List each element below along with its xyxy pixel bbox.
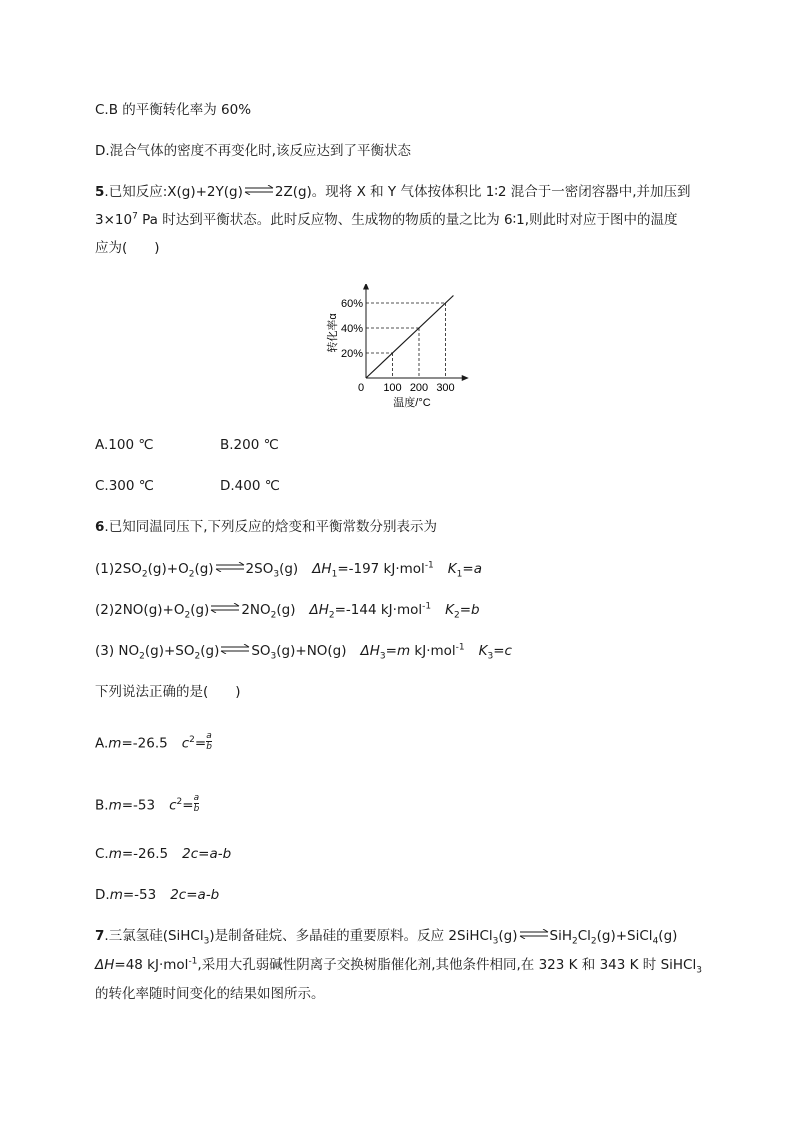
- q6-stem: [95, 517, 437, 537]
- x-tick-label: 300: [436, 382, 455, 394]
- q4-option-c: C.B 的平衡转化率为 60%: [95, 102, 252, 118]
- q7-number: 7: [95, 928, 105, 944]
- x-axis-arrow-icon: [462, 375, 469, 381]
- q6-option-c: C.m=-26.5 2c=a-b: [95, 846, 232, 862]
- conversion-vs-temperature-chart: [322, 284, 482, 412]
- q6-reaction-2: $(2)2NO(g)+O_2(g)$ $2NO_2(g)$ $\Delta H_2=-144$ kJ·mol$^{-1}$ $K_2=b$: [95, 601, 480, 621]
- q5-option-b: B.200 ℃: [220, 437, 279, 453]
- x-tick-label: 0: [357, 382, 365, 394]
- q7-stem-line3: 的转化率随时间变化的结果如图所示。: [95, 986, 325, 1002]
- fraction: $\frac{a}{b}$: [193, 793, 200, 814]
- y-axis-label: 转化率α: [327, 313, 339, 353]
- q5-stem-line3: 应为( ): [95, 240, 160, 256]
- equilibrium-arrow-icon: [519, 929, 549, 939]
- equilibrium-arrow-icon: [215, 562, 245, 572]
- q5-stem-text: Pa 时达到平衡状态。此时反应物、生成物的物质的量之比为 6∶1,则此时对应于图中的温度: [137, 212, 678, 228]
- q6-option-d: D.m=-53 2c=a-b: [95, 887, 220, 903]
- y-tick-label: 60%: [340, 298, 363, 310]
- q5-stem-line2: [95, 210, 678, 230]
- x-axis-label: 温度/°C: [393, 397, 431, 409]
- equilibrium-arrow-icon: [210, 603, 240, 613]
- x-tick-label: 200: [409, 382, 429, 394]
- q5-stem-text: 3×10: [95, 212, 133, 228]
- q5-stem-line1: [95, 182, 691, 202]
- q6-question: 下列说法正确的是( ): [95, 684, 241, 700]
- fraction: $\frac{a}{b}$: [206, 731, 212, 752]
- q5-option-a: A.100 ℃: [95, 437, 154, 453]
- q5-exponent: 7: [132, 211, 138, 222]
- x-tick-label: 100: [383, 382, 402, 394]
- y-tick-label: 20%: [340, 348, 363, 360]
- q7-stem-line2: ΔH=48 kJ·mol$^{-1}$,采用大孔弱碱性阴离子交换树脂催化剂,其他条件相同,在 323 K 和 343 K 时 SiHCl$_3$: [95, 956, 702, 976]
- q6-reaction-1: $(1)2SO_2(g)+O_2(g)$ $2SO_3(g)$ $\Delta H_1=-197$ kJ·mol$^{-1}$ $K_1=a$: [95, 560, 482, 580]
- q4-option-d: D.混合气体的密度不再变化时,该反应达到了平衡状态: [95, 143, 411, 159]
- y-tick-label: 40%: [340, 323, 363, 335]
- q6-option-a: A.m=-26.5 $c^2=$ $\frac{a}{b}$: [95, 731, 212, 752]
- q6-number: 6: [95, 519, 105, 535]
- q7-stem-line1: 7.三氯氢硅(SiHCl$_3$)是制备硅烷、多晶硅的重要原料。反应 2SiHCl$_3$(g) $SiH_2Cl_2(g)+SiCl_4(g)$: [95, 928, 678, 947]
- q6-stem-text: .已知同温同压下,下列反应的焓变和平衡常数分别表示为: [104, 519, 437, 535]
- q5-option-c: C.300 ℃: [95, 478, 154, 494]
- equilibrium-arrow-icon: [220, 644, 250, 654]
- q6-option-b: B.m=-53 $c^2=$ $\frac{a}{b}$: [95, 793, 200, 814]
- q5-stem-text: .已知反应:X(g)+2Y(g): [104, 184, 243, 200]
- equilibrium-arrow-icon: [244, 185, 274, 195]
- y-axis-arrow-icon: [363, 284, 369, 290]
- series-line: [366, 296, 453, 379]
- q5-number: 5: [95, 184, 105, 200]
- q6-reaction-3: (3) $NO_2(g)+SO_2(g)$ $SO_3(g)+NO(g)$ $\Delta H_3=m$ kJ·mol$^{-1}$ $K_3=c$: [95, 642, 512, 662]
- q5-stem-text: 2Z(g)。现将 X 和 Y 气体按体积比 1∶2 混合于一密闭容器中,并加压到: [274, 184, 691, 200]
- q5-option-d: D.400 ℃: [220, 478, 280, 494]
